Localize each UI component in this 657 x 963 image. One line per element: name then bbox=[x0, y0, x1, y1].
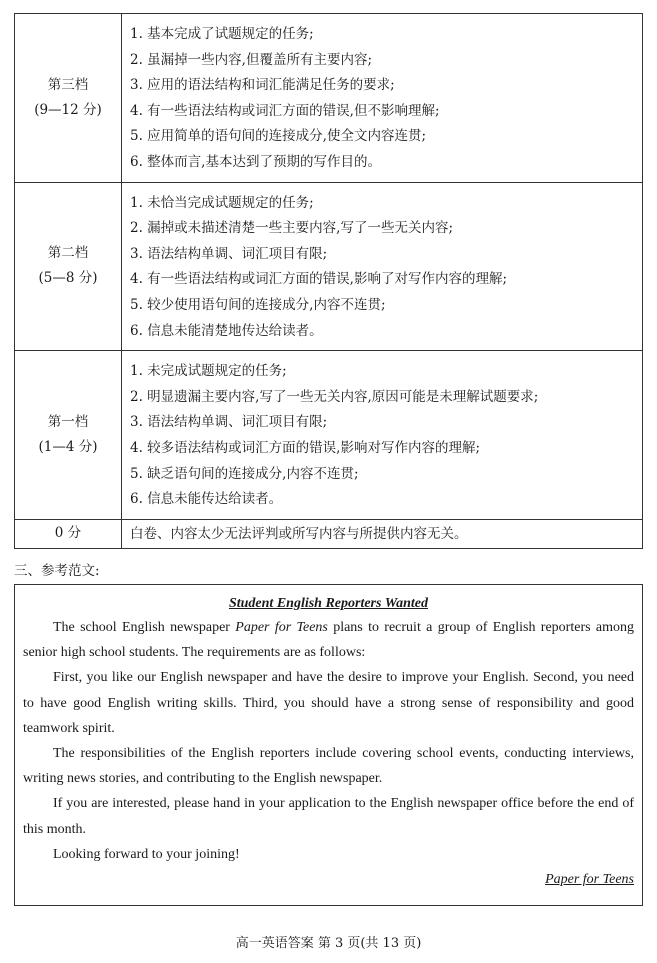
essay-signature: Paper for Teens bbox=[545, 872, 634, 888]
criterion-item: 6. 整体而言,基本达到了预期的写作目的。 bbox=[130, 153, 381, 170]
zero-score-cell: 0 分 bbox=[15, 519, 122, 548]
essay-paragraph: First, you like our English newspaper and have the desire to improve your English. Second, you need to have good English writing skills. Third, you should have a strong sense of responsibility and good teamwork spirit. bbox=[23, 670, 634, 736]
criterion-item: 1. 基本完成了试题规定的任务; bbox=[130, 26, 314, 42]
criterion-item: 2. 漏掉或未描述清楚一些主要内容,写了一些无关内容; bbox=[130, 220, 454, 237]
essay-paragraph: If you are interested, please hand in your application to the English newspaper office before the end of this month. bbox=[23, 796, 634, 837]
criterion-item: 6. 信息未能清楚地传达给读者。 bbox=[130, 322, 323, 339]
grade-name: 第三档 bbox=[47, 76, 89, 93]
criterion-item: 1. 未恰当完成试题规定的任务; bbox=[130, 194, 314, 211]
grade-score-range: (9—12 分) bbox=[34, 101, 102, 118]
grade-criteria-cell bbox=[122, 182, 643, 351]
essay-paragraph: Looking forward to your joining! bbox=[53, 846, 240, 862]
essay-text: plans to recruit a group of English reporters among senior high school students. The requirements are as follows: bbox=[23, 620, 634, 661]
essay-text: The school English newspaper bbox=[53, 620, 236, 635]
section-heading: 三、参考范文: bbox=[14, 563, 100, 579]
grade-row bbox=[15, 14, 643, 183]
page-footer: 高一英语答案 第 3 页(共 13 页) bbox=[235, 936, 422, 951]
criterion-item: 4. 较多语法结构或词汇方面的错误,影响对写作内容的理解; bbox=[130, 439, 481, 456]
criterion-item: 4. 有一些语法结构或词汇方面的错误,影响了对写作内容的理解; bbox=[130, 271, 508, 288]
grade-criteria-cell bbox=[122, 14, 643, 183]
grade-name: 第二档 bbox=[47, 245, 89, 262]
criterion-item: 4. 有一些语法结构或词汇方面的错误,但不影响理解; bbox=[130, 102, 440, 119]
criterion-item: 5. 缺乏语句间的连接成分,内容不连贯; bbox=[130, 465, 359, 482]
criterion-item: 1. 未完成试题规定的任务; bbox=[130, 363, 287, 380]
grade-row bbox=[15, 182, 643, 351]
criterion-item: 3. 语法结构单调、词汇项目有限; bbox=[130, 245, 328, 262]
criterion-item: 2. 明显遗漏主要内容,写了一些无关内容,原因可能是未理解试题要求; bbox=[130, 388, 539, 405]
essay-title: Student English Reporters Wanted bbox=[228, 596, 429, 611]
newspaper-name: Paper for Teens bbox=[235, 620, 328, 635]
grade-level-cell bbox=[15, 182, 122, 351]
grading-table bbox=[14, 13, 643, 549]
criterion-item: 5. 应用简单的语句间的连接成分,使全文内容连贯; bbox=[130, 128, 427, 145]
essay-paragraph bbox=[23, 615, 634, 665]
criterion-item: 6. 信息未能传达给读者。 bbox=[130, 491, 283, 508]
grade-score-range: (1—4 分) bbox=[38, 438, 98, 455]
grade-name: 第一档 bbox=[47, 413, 89, 430]
criterion-item: 5. 较少使用语句间的连接成分,内容不连贯; bbox=[130, 296, 386, 313]
criterion-item: 2. 虽漏掉一些内容,但覆盖所有主要内容; bbox=[130, 51, 373, 68]
grade-row bbox=[15, 351, 643, 520]
grade-row-zero bbox=[15, 519, 643, 548]
grade-level-cell bbox=[15, 351, 122, 520]
sample-essay-box bbox=[14, 584, 643, 906]
grade-level-cell bbox=[15, 14, 122, 183]
grade-score-range: (5—8 分) bbox=[38, 270, 98, 287]
essay-paragraph: The responsibilities of the English reporters include covering school events, conducting interviews, writing news stories, and contributing to the English newspaper. bbox=[23, 746, 634, 787]
criterion-item: 3. 应用的语法结构和词汇能满足任务的要求; bbox=[130, 77, 395, 94]
grade-criteria-cell bbox=[122, 351, 643, 520]
criterion-item: 3. 语法结构单调、词汇项目有限; bbox=[130, 414, 328, 431]
zero-criterion-cell: 白卷、内容太少无法评判或所写内容与所提供内容无关。 bbox=[122, 519, 643, 548]
